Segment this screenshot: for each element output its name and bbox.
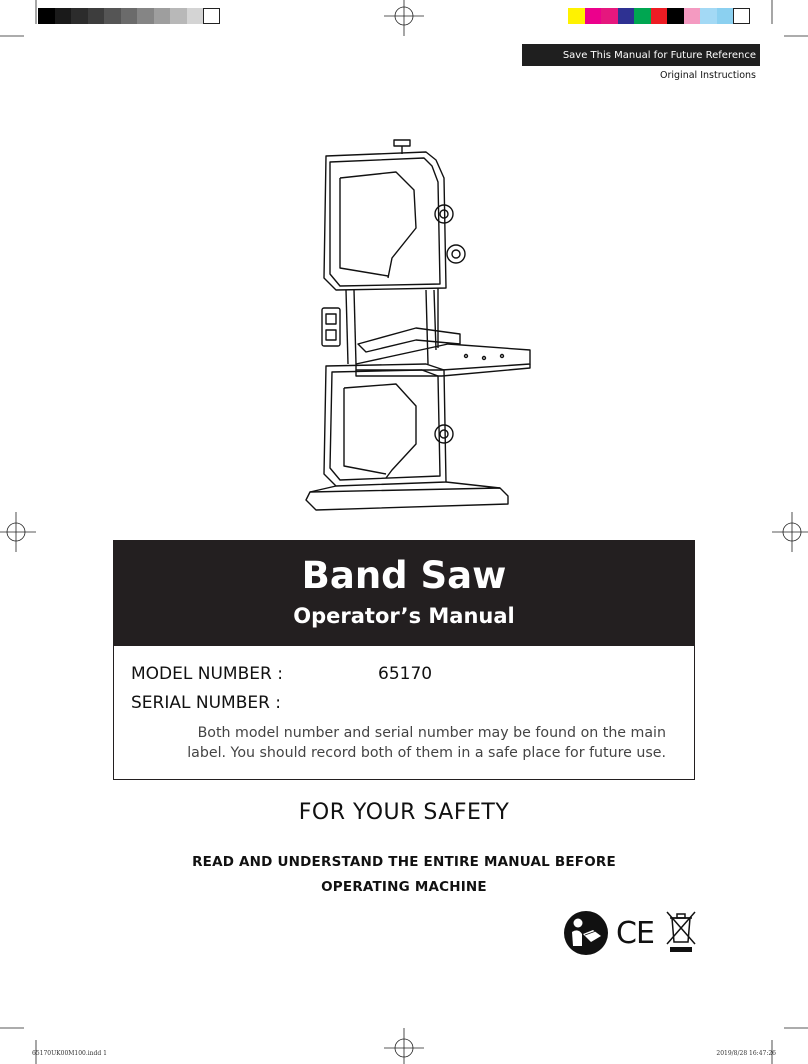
footer-filename: 65170UK00M100.indd 1: [32, 1050, 107, 1057]
record-note: [122, 723, 686, 763]
read-manual-line-1: READ AND UNDERSTAND THE ENTIRE MANUAL BEFORE: [192, 854, 616, 870]
weee-crossed-bin-icon: [664, 908, 698, 954]
safety-heading: FOR YOUR SAFETY: [298, 800, 510, 825]
record-note-line-1: Both model number and serial number may be found on the main: [197, 725, 666, 741]
registration-mark-top: [384, 0, 424, 36]
save-manual-banner: [522, 44, 760, 66]
record-note-line-2: label. You should record both of them in a safe place for future use.: [187, 745, 666, 761]
band-saw-illustration: [296, 138, 536, 512]
manual-subtitle: Operator’s Manual: [293, 604, 515, 628]
product-title: Band Saw: [301, 554, 507, 597]
read-manual-icon: [563, 910, 609, 956]
ce-mark: CE: [616, 916, 654, 951]
save-manual-text: Save This Manual for Future Reference: [562, 49, 756, 61]
model-number-label: MODEL NUMBER :: [131, 664, 283, 684]
serial-number-label: SERIAL NUMBER :: [131, 693, 282, 713]
original-instructions: Original Instructions: [660, 70, 756, 81]
registration-mark-left: [0, 512, 36, 552]
read-manual-line-2: OPERATING MACHINE: [321, 879, 487, 895]
footer-timestamp: 2019/8/28 16:47:26: [716, 1050, 776, 1057]
registration-mark-right: [772, 512, 808, 552]
registration-mark-bottom: [384, 1028, 424, 1064]
title-banner: [113, 540, 695, 646]
model-info-box: [113, 646, 695, 780]
model-number-value: 65170: [378, 664, 433, 684]
